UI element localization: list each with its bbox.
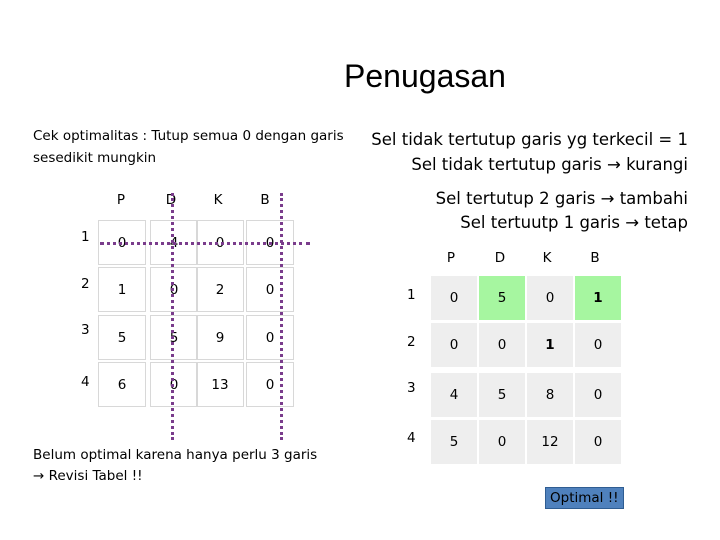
- left-col-header-k: K: [213, 192, 223, 208]
- right-cell: 8: [526, 372, 574, 418]
- left-note-line-2: sesedikit mungkin: [33, 150, 157, 166]
- left-cell: 0: [150, 267, 198, 312]
- right-cell-highlight: 5: [478, 275, 526, 321]
- bottom-note-line-1: Belum optimal karena hanya perlu 3 garis: [33, 447, 318, 463]
- right-cell: 1: [526, 322, 574, 368]
- right-row-label-2: 2: [407, 334, 416, 350]
- left-row-label-4: 4: [81, 374, 90, 390]
- left-cell: 13: [196, 362, 244, 407]
- left-cell: 0: [196, 220, 244, 265]
- cover-line-row-1: [100, 242, 310, 245]
- right-cell: 5: [478, 372, 526, 418]
- left-cell: 4: [150, 220, 198, 265]
- right-row-label-1: 1: [407, 287, 416, 303]
- left-cell: 5: [98, 315, 146, 360]
- right-note-line-2: Sel tidak tertutup garis → kurangi: [411, 155, 688, 174]
- right-col-header-b: B: [590, 250, 600, 266]
- page-title: Penugasan: [344, 58, 506, 94]
- left-cell: 0: [246, 220, 294, 265]
- right-col-header-k: K: [542, 250, 552, 266]
- right-row-label-3: 3: [407, 380, 416, 396]
- left-cell: 9: [196, 315, 244, 360]
- right-cell: 12: [526, 419, 574, 465]
- left-cell: 0: [150, 362, 198, 407]
- right-note-line-4: Sel tertuutp 1 garis → tetap: [460, 213, 688, 232]
- right-col-header-p: P: [446, 250, 456, 266]
- cover-line-col-d: [171, 193, 174, 440]
- left-row-label-2: 2: [81, 276, 90, 292]
- right-cell: 0: [430, 322, 478, 368]
- left-cell: 0: [98, 220, 146, 265]
- right-col-header-d: D: [494, 250, 506, 266]
- right-cell: 0: [430, 275, 478, 321]
- left-row-label-3: 3: [81, 322, 90, 338]
- cover-line-col-b: [280, 193, 283, 440]
- right-cell: 0: [478, 322, 526, 368]
- right-cell: 0: [574, 322, 622, 368]
- left-col-header-d: D: [165, 192, 177, 208]
- left-col-header-p: P: [116, 192, 126, 208]
- optimal-badge: Optimal !!: [545, 487, 624, 509]
- left-cell: 2: [196, 267, 244, 312]
- left-row-label-1: 1: [81, 229, 90, 245]
- right-cell: 0: [574, 372, 622, 418]
- left-cell: 0: [246, 267, 294, 312]
- right-cell: 0: [574, 419, 622, 465]
- left-cell: 1: [98, 267, 146, 312]
- left-cell: 6: [98, 362, 146, 407]
- left-note-line-1: Cek optimalitas : Tutup semua 0 dengan garis: [33, 128, 344, 144]
- left-cell: 5: [150, 315, 198, 360]
- right-cell-highlight: 1: [574, 275, 622, 321]
- bottom-note-line-2: → Revisi Tabel !!: [33, 468, 143, 484]
- right-cell: 4: [430, 372, 478, 418]
- left-col-header-b: B: [260, 192, 270, 208]
- right-cell: 0: [526, 275, 574, 321]
- left-cell: 0: [246, 362, 294, 407]
- left-cell: 0: [246, 315, 294, 360]
- right-note-line-1: Sel tidak tertutup garis yg terkecil = 1: [371, 130, 688, 149]
- right-cell: 0: [478, 419, 526, 465]
- right-cell: 5: [430, 419, 478, 465]
- right-note-line-3: Sel tertutup 2 garis → tambahi: [435, 189, 688, 208]
- right-row-label-4: 4: [407, 430, 416, 446]
